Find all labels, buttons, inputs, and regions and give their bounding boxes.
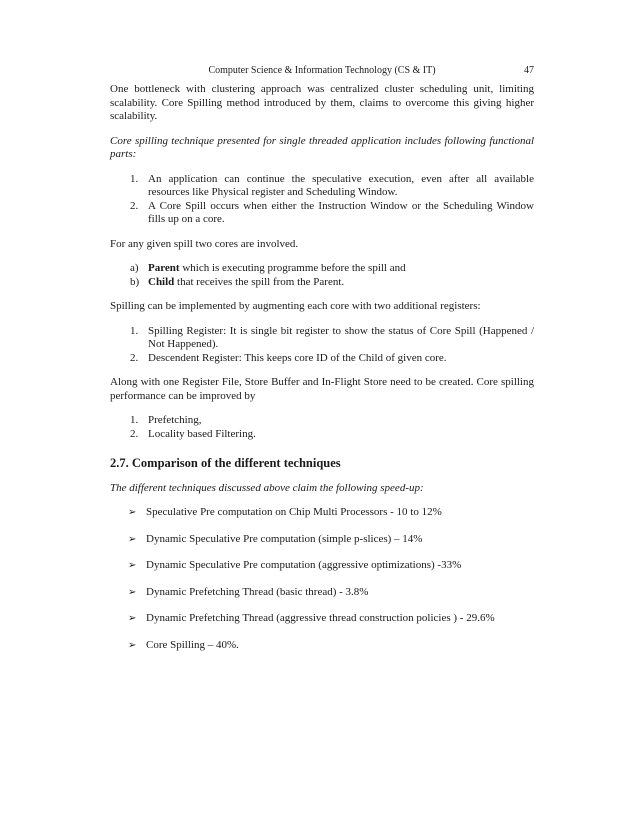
list-item: [110, 586, 534, 600]
list-item: [110, 506, 534, 520]
paragraph-speedup-intro: The different techniques discussed above claim the following speed-up:: [110, 481, 424, 494]
list-marker: 1.: [130, 172, 139, 185]
list-item-text: Dynamic Prefetching Thread (basic thread) - 3.8%: [146, 585, 369, 598]
list-marker: 2.: [130, 199, 139, 212]
arrow-bullet-icon: ➢: [128, 586, 137, 598]
arrow-bullet-icon: ➢: [128, 613, 137, 624]
paragraph-bottleneck: One bottleneck with clustering approach was centralized cluster scheduling unit, limiting scalability. Core Spilling method introduced by them, claims to overcome this giving higher scalability.: [110, 83, 534, 122]
list-item-text: Spilling Register: It is single bit register to show the status of Core Spill (Happened / Not Happened).: [148, 324, 534, 350]
list-marker: 1.: [130, 414, 139, 426]
arrow-bullet-icon: ➢: [128, 639, 137, 651]
list-item-text: Dynamic Speculative Pre computation (simple p-slices) – 14%: [146, 532, 423, 545]
list-item-text: Locality based Filtering.: [148, 427, 256, 440]
list-item: [110, 325, 534, 352]
paragraph-improvements: Along with one Register File, Store Buffer and In-Flight Store need to be created. Core spilling performance can be improved by: [110, 376, 534, 402]
list-item: [110, 414, 534, 428]
page-number: 47: [524, 65, 534, 76]
list-item: [110, 173, 534, 200]
list-marker: 2.: [130, 427, 139, 440]
section-heading: 2.7. Comparison of the different techniques: [110, 456, 341, 470]
list-item: [110, 533, 534, 547]
list-item-text: Dynamic Speculative Pre computation (aggressive optimizations) -33%: [146, 559, 462, 571]
list-item-text: Speculative Pre computation on Chip Multi Processors - 10 to 12%: [146, 506, 442, 518]
list-marker: b): [130, 275, 140, 288]
speedup-list: [110, 506, 534, 652]
arrow-bullet-icon: ➢: [128, 560, 137, 571]
term-child: Child: [148, 275, 175, 288]
list-item-text: Prefetching,: [148, 414, 202, 426]
arrow-bullet-icon: ➢: [128, 507, 137, 518]
list-item: [110, 612, 534, 626]
paragraph-core-spilling-intro: Core spilling technique presented for single threaded application includes following functional parts:: [110, 134, 534, 160]
list-item: [110, 428, 534, 442]
list-item-text: Dynamic Prefetching Thread (aggressive thread construction policies ) - 29.6%: [146, 612, 495, 624]
paragraph-registers: Spilling can be implemented by augmenting each core with two additional registers:: [110, 300, 481, 312]
list-item: [110, 200, 534, 227]
running-header: [110, 64, 534, 78]
list-item-text: which is executing programme before the spill and: [179, 262, 406, 274]
journal-title: Computer Science & Information Technology (CS & IT): [208, 65, 436, 76]
list-item-text: An application can continue the speculative execution, even after all available resources like Physical register and Scheduling Window.: [148, 172, 534, 198]
list-item-text: that receives the spill from the Parent.: [174, 275, 345, 288]
list-marker: a): [130, 262, 139, 274]
list-item-text: Descendent Register: This keeps core ID of the Child of given core.: [148, 351, 447, 364]
list-marker: 1.: [130, 324, 139, 337]
arrow-bullet-icon: ➢: [128, 533, 137, 545]
registers-list: [110, 325, 534, 366]
list-item: [110, 352, 534, 366]
list-item: [110, 276, 534, 290]
functional-parts-list: [110, 173, 534, 227]
cores-involved-list: [110, 262, 534, 289]
list-item: [110, 639, 534, 653]
term-parent: Parent: [148, 262, 180, 274]
paragraph-two-cores: For any given spill two cores are involved.: [110, 237, 299, 250]
list-item-text: A Core Spill occurs when either the Instruction Window or the Scheduling Window fills up on a core.: [148, 199, 534, 225]
list-item: [110, 559, 534, 573]
improvements-list: [110, 414, 534, 441]
list-item-text: Core Spilling – 40%.: [146, 638, 239, 651]
list-item: [110, 262, 534, 276]
list-marker: 2.: [130, 351, 139, 364]
